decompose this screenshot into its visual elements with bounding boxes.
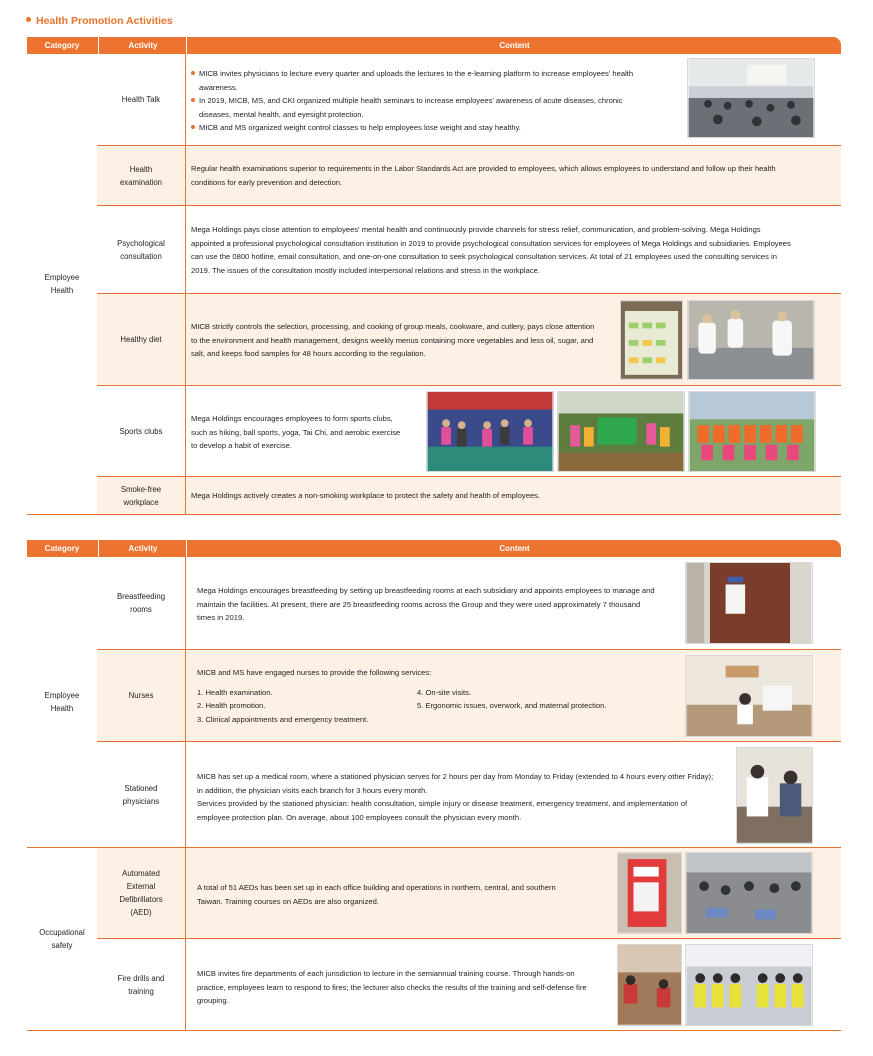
fire-drill-team-photo bbox=[685, 944, 813, 1026]
team-image bbox=[689, 392, 815, 471]
row-nurses bbox=[97, 650, 841, 742]
team-photo bbox=[688, 391, 816, 472]
sports-club-image bbox=[427, 392, 553, 471]
seminar-photo bbox=[687, 58, 815, 138]
header-category: Category bbox=[44, 41, 80, 50]
breastfeeding-room-photo bbox=[685, 562, 813, 644]
header-content: Content bbox=[186, 540, 842, 557]
aed-training-photo bbox=[685, 852, 813, 934]
list-item: 2. Health promotion. bbox=[197, 701, 266, 710]
activity-cell: Breastfeeding rooms bbox=[97, 557, 186, 649]
activity-cell: Health Talk bbox=[97, 54, 186, 145]
list-item: 4. On-site visits. bbox=[417, 687, 472, 697]
activity-cell: Fire drills and training bbox=[97, 939, 186, 1030]
hiking-club-image bbox=[558, 392, 684, 471]
physician-schedule-text: MICB has set up a medical room, where a stationed physician serves for 2 hours per day from Monday to Friday (extended to 4 hours every other Friday); in addition, the physician visits each branch for 3 hours every month. bbox=[197, 772, 714, 795]
health-activities-table-2 bbox=[27, 540, 841, 1031]
header-content: Content bbox=[186, 37, 842, 54]
table-header bbox=[27, 37, 841, 54]
nurse-room-photo bbox=[685, 655, 813, 737]
content-cell: Mega Holdings encourages employees to form sports clubs, such as hiking, ball sports, yoga, Tai Chi, and aerobic exercise to develop a habit of exercise. bbox=[191, 414, 401, 450]
content-cell: Regular health examinations superior to requirements in the Labor Standards Act are provided to employees, which allows employees to understand and follow up their health conditions for early prevention and detection. bbox=[191, 164, 776, 187]
content-cell: MICB strictly controls the selection, processing, and cooking of group meals, cookware, and cutlery, pays close attention to the environment and health management, designs weekly menus containing more vegetables and less oil, sugar, and salt, and keeps food samples for 48 hours according to the regulation. bbox=[191, 322, 595, 358]
activity-cell: Psychological consultation bbox=[97, 206, 186, 293]
content-cell: MICB invites fire departments of each jurisdiction to lecture in the semiannual training course. Through hands-on practice, employees learn to respond to fires; the lecturer also checks the results of the training and self-defense fire grouping. bbox=[197, 969, 587, 1005]
list-item: In 2019, MICB, MS, and CKI organized multiple health seminars to increase employees' awareness of acute diseases, chronic diseases, mental health, and eyesight protection. bbox=[191, 94, 651, 121]
list-item: 1. Health examination. bbox=[197, 687, 273, 697]
header-activity: Activity bbox=[98, 37, 187, 54]
row-healthy-diet bbox=[97, 294, 841, 386]
list-item: MICB and MS organized weight control classes to help employees lose weight and stay healthy. bbox=[191, 121, 651, 135]
menu-board-photo bbox=[620, 300, 683, 380]
menu-board-image bbox=[621, 301, 682, 379]
content-cell bbox=[197, 666, 667, 726]
content-cell bbox=[191, 67, 651, 135]
service-list-a bbox=[197, 686, 417, 727]
activity-cell: Healthy diet bbox=[97, 294, 186, 385]
activity-cell: Smoke-free workplace bbox=[97, 477, 186, 514]
row-health-talk bbox=[97, 54, 841, 146]
activity-cell: Sports clubs bbox=[97, 386, 186, 476]
aed-training-image bbox=[686, 853, 812, 933]
list-item: 3. Clinical appointments and emergency treatment. bbox=[197, 714, 369, 724]
content-cell bbox=[197, 770, 717, 824]
nurse-room-image bbox=[686, 656, 812, 736]
health-activities-table-1 bbox=[27, 37, 841, 515]
aed-cabinet-photo bbox=[617, 852, 682, 934]
section-title: Health Promotion Activities bbox=[26, 15, 173, 27]
first-aid-training-photo bbox=[617, 944, 682, 1026]
list-item: 5. Ergonomic issues, overwork, and maternal protection. bbox=[417, 701, 607, 710]
category-employee-health: Employee Health bbox=[27, 54, 97, 515]
row-stationed-physicians bbox=[97, 742, 841, 848]
kitchen-photo bbox=[687, 300, 815, 380]
service-list-b bbox=[417, 686, 607, 727]
category-employee-health: Employee Health bbox=[27, 557, 97, 848]
category-occupational-safety: Occupational safety bbox=[27, 848, 97, 1031]
list-item: MICB invites physicians to lecture every quarter and uploads the lectures to the e-learning platform to increase employees' health awareness. bbox=[191, 67, 651, 94]
nurses-intro: MICB and MS have engaged nurses to provide the following services: bbox=[197, 668, 432, 677]
aed-cabinet-image bbox=[618, 853, 681, 933]
breastfeeding-room-image bbox=[686, 563, 812, 643]
row-sports-clubs bbox=[97, 386, 841, 477]
row-psychological-consultation bbox=[97, 206, 841, 294]
sports-club-photo bbox=[426, 391, 554, 472]
hiking-club-photo bbox=[557, 391, 685, 472]
content-cell: Mega Holdings pays close attention to employees' mental health and continuously provide channels for stress relief, communication, and problem-solving. Mega Holdings appointed a professional psychological consultation institution in 2019 to provide psychological consultation services for employees of Mega Holdings and subsidiaries. Employees can use the 0800 hotline, email consultation, and one-on-one consultation to seek psychological consultation services. At total of 21 employees used the consulting services in 2019. The issues of the consultation mostly included interpersonal relations and stress in the workplace. bbox=[191, 225, 791, 275]
header-category: Category bbox=[44, 544, 80, 553]
header-activity: Activity bbox=[98, 540, 187, 557]
title-bullet-icon bbox=[26, 17, 31, 22]
table-header bbox=[27, 540, 841, 557]
row-smoke-free-workplace bbox=[97, 477, 841, 515]
physician-image bbox=[737, 748, 812, 843]
activity-cell: Automated External Defibrillators (AED) bbox=[97, 848, 186, 938]
content-cell: Mega Holdings actively creates a non-smoking workplace to protect the safety and health of employees. bbox=[191, 491, 541, 500]
first-aid-training-image bbox=[618, 945, 681, 1025]
content-cell: Mega Holdings encourages breastfeeding by setting up breastfeeding rooms at each subsidiary and appoints employees to manage and maintain the facilities. At present, there are 25 breastfeeding rooms across the Group and they were used approximately 7 thousand times in 2019. bbox=[197, 586, 655, 622]
activity-cell: Health examination bbox=[97, 146, 186, 205]
fire-drill-team-image bbox=[686, 945, 812, 1025]
activity-cell: Nurses bbox=[97, 650, 186, 741]
physician-services-text: Services provided by the stationed physician: health consultation, simple injury or disease treatment, emergency treatment, and implementation of employee protection plan. On average, about 100 employees consult the physician every month. bbox=[197, 799, 688, 822]
activity-cell: Stationed physicians bbox=[97, 742, 186, 847]
content-cell: A total of 51 AEDs has been set up in each office building and operations in northern, central, and southern Taiwan. Training courses on AEDs are also organized. bbox=[197, 883, 556, 906]
physician-photo bbox=[736, 747, 813, 844]
seminar-photo-image bbox=[688, 59, 814, 137]
row-aed bbox=[97, 848, 841, 939]
row-health-examination bbox=[97, 146, 841, 206]
kitchen-image bbox=[688, 301, 814, 379]
row-fire-drills bbox=[97, 939, 841, 1031]
row-breastfeeding-rooms bbox=[97, 557, 841, 650]
